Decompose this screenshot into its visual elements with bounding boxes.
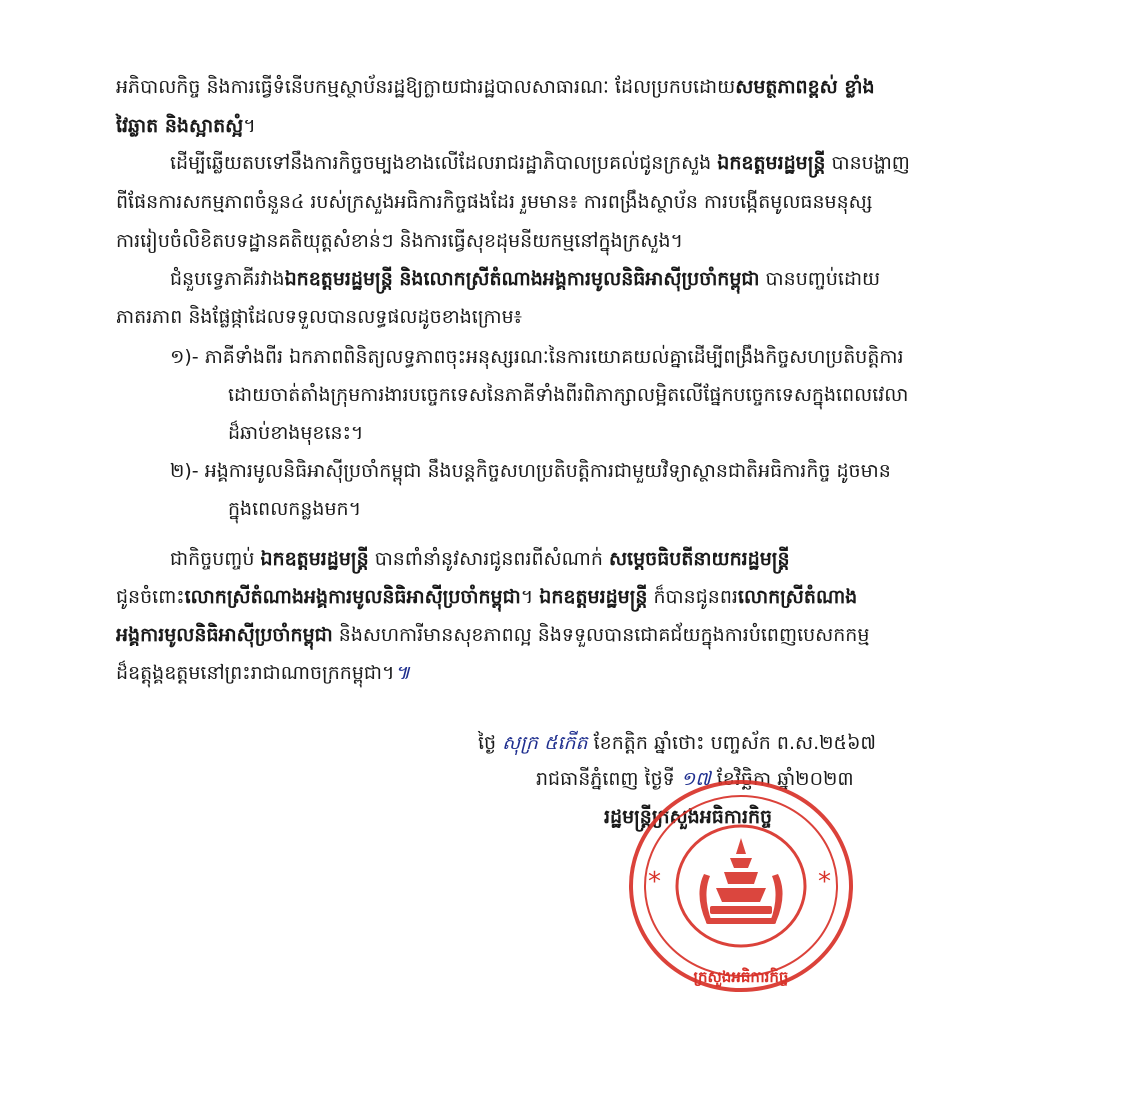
handwritten-mark: ៕ <box>394 662 411 684</box>
paragraph-4-line-2 <box>116 584 857 610</box>
text-run: បានបញ្ចប់ដោយ <box>759 268 881 290</box>
text-run: ថ្ងៃ <box>478 732 497 754</box>
text-run: រាជធានីភ្នំពេញ ថ្ងៃទី <box>536 768 675 790</box>
paragraph-3-line-2: ភាតរភាព និងផ្លែផ្កាដែលទទួលបានលទ្ធផលដូចខាងក្រោម៖ <box>116 306 522 328</box>
text-run: បានពាំនាំនូវសារជូនពរពីសំណាក់ <box>368 548 609 570</box>
text-run: ខែវិច្ឆិកា ឆ្នាំ២០២៣ <box>716 768 854 790</box>
text-run: ក៏បានជូនពរ <box>647 586 738 608</box>
text-run: ជូនចំពោះ <box>116 586 185 608</box>
list-item-1-line-3: ដ៏ឆាប់ខាងមុខនេះ។ <box>228 422 364 444</box>
official-seal <box>626 776 856 996</box>
text-run: និងសហការីមានសុខភាពល្អ និងទទួលបានជោគជ័យក្នុងការបំពេញបេសកកម្ម <box>332 624 870 646</box>
paragraph-1-line-1 <box>116 74 875 100</box>
text-run: ។ <box>243 115 256 137</box>
text-run: ជំនួបទ្វេភាគីរវាង <box>170 268 285 290</box>
paragraph-4-line-1 <box>170 546 790 572</box>
handwritten-lunar-number: ៥កើត <box>544 732 588 754</box>
text-run: ជាកិច្ចបញ្ចប់ <box>170 548 261 570</box>
bold-text-run: សម្តេចធិបតីនាយករដ្ឋមន្ត្រី <box>608 548 790 570</box>
paragraph-4-line-4 <box>116 660 410 686</box>
paragraph-1-line-2 <box>116 113 256 139</box>
seal-emblem-icon <box>699 838 782 924</box>
list-item-1-line-1: ១)- ភាគីទាំងពីរ ឯកភាពពិនិត្យលទ្ធភាពចុះអនុស្សរណៈនៃការយោគយល់គ្នាដើម្បីពង្រឹងកិច្ចសហប្រតិបត្តិការ <box>170 346 904 368</box>
bold-text-run: អង្គការមូលនិធិអាស៊ីប្រចាំកម្ពុជា <box>116 624 333 646</box>
lunar-dateline <box>478 730 876 756</box>
text-run: ដ៏ឧត្តុង្គឧត្តមនៅព្រះរាជាណាចក្រកម្ពុជា។ <box>116 662 395 684</box>
bold-text-run: លោកស្រីតំណាងអង្គការមូលនិធិអាស៊ីប្រចាំកម្ពុជា <box>184 586 521 608</box>
text-run: ខែកត្តិក ឆ្នាំថោះ បញ្ចស័ក ព.ស.២៥៦៧ <box>593 732 877 754</box>
bold-text-run: ឯកឧត្តមរដ្ឋមន្ត្រី <box>539 586 648 608</box>
text-run: បានបង្ហាញ <box>825 152 910 174</box>
paragraph-2-line-3: ការរៀបចំលិខិតបទដ្ឋានគតិយុត្តសំខាន់ៗ និងការធ្វើសុខដុមនីយកម្មនៅក្នុងក្រសួង។ <box>116 230 684 252</box>
list-item-2-line-2: ក្នុងពេលកន្លងមក។ <box>228 498 362 520</box>
handwritten-day: សុក្រ <box>502 732 538 754</box>
svg-text:*: * <box>818 867 831 897</box>
paragraph-3-line-1 <box>170 266 880 292</box>
text-run: ។ <box>520 586 540 608</box>
bold-text-run: ឯកឧត្តមរដ្ឋមន្ត្រី និងលោកស្រីតំណាងអង្គការមូលនិធិអាស៊ីប្រចាំកម្ពុជា <box>284 268 760 290</box>
svg-text:*: * <box>648 867 661 897</box>
seal-text: ក្រសួងអធិការកិច្ច <box>693 968 789 986</box>
seal-graphic <box>626 776 856 996</box>
list-item-2-line-1: ២)- អង្គការមូលនិធិអាស៊ីប្រចាំកម្ពុជា នឹងបន្តកិច្ចសហប្រតិបត្តិការជាមួយវិទ្យាស្ថានជាតិអធិការកិច្ច ដូចមាន <box>170 460 891 482</box>
bold-text-run: សមត្ថភាពខ្ពស់ ខ្លាំង <box>735 76 875 98</box>
seal-inner-ring <box>645 796 837 976</box>
bold-text-run: ឯកឧត្តមរដ្ឋមន្ត្រី <box>260 548 369 570</box>
bold-text-run: វៃឆ្លាត និងស្អាតស្អំ <box>116 115 244 137</box>
list-item-1-line-2: ដោយចាត់តាំងក្រុមការងារបច្ចេកទេសនៃភាគីទាំងពីរពិភាក្សាលម្អិតលើផ្នែកបច្ចេកទេសក្នុងពេលវេលា <box>228 384 909 406</box>
text-run: ដើម្បីឆ្លើយតបទៅនឹងការកិច្ចចម្បងខាងលើដែលរាជរដ្ឋាភិបាលប្រគល់ជូនក្រសួង <box>170 152 718 174</box>
text-run: អភិបាលកិច្ច និងការធ្វើទំនើបកម្មស្ថាប័នរដ្ឋឱ្យក្លាយជារដ្ឋបាលសាធារណៈ ដែលប្រកបដោយ <box>116 76 736 98</box>
bold-text-run: លោកស្រីតំណាង <box>737 586 858 608</box>
paragraph-2-line-2: ពីផែនការសកម្មភាពចំនួន៤ របស់ក្រសួងអធិការកិច្ចផងដែរ រួមមាន៖ ការពង្រឹងស្ថាប័ន ការបង្កើតមូលធនមនុស្ស <box>116 191 873 213</box>
bold-text-run: ឯកឧត្តមរដ្ឋមន្ត្រី <box>717 152 826 174</box>
signer-title: រដ្ឋមន្ត្រីក្រសួងអធិការកិច្ច <box>604 806 773 828</box>
paragraph-4-line-3 <box>116 622 869 648</box>
handwritten-day-number: ១៧ <box>680 768 711 790</box>
paragraph-2-line-1 <box>170 150 910 176</box>
